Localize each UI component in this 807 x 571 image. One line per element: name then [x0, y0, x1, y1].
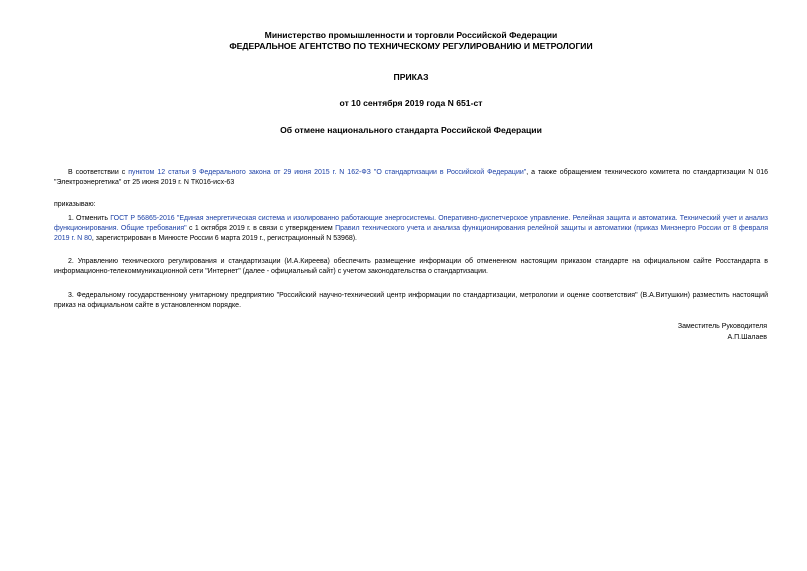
preamble-paragraph — [54, 168, 768, 188]
federal-law-link[interactable]: пунктом 12 статьи 9 Федерального закона от 29 июня 2015 г. N 162-ФЗ "О стандартизации в Российской Федерации" — [128, 169, 527, 176]
gost-standard-link[interactable]: ГОСТ Р 56865-2016 "Единая энергетическая система и изолированно работающие энергосистемы. Оперативно-диспетчерское управление. Релейная защита и автоматика. Технический учет и анализ функционирования. Общие требования" — [54, 214, 768, 232]
ministry-name: Министерство промышленности и торговли Российской Федерации — [264, 30, 558, 40]
document-page — [54, 22, 768, 311]
order-item-3: 3. Федеральному государственному унитарному предприятию "Российский научно-технический центр информации по стандартизации, метрологии и оценке соответствия" (В.А.Витушкин) разместить настоящий приказ на официальном сайте в установленном порядке. — [54, 291, 768, 309]
signatory-position: Заместитель Руководителя — [677, 323, 767, 330]
order-word: приказываю: — [54, 201, 96, 209]
order-item-1 — [54, 214, 768, 245]
order-subject: Об отмене национального стандарта Российской Федерации — [280, 125, 542, 135]
item1-prefix: 1. Отменить — [68, 214, 111, 222]
order-date: от 10 сентября 2019 года N 651-ст — [339, 98, 483, 108]
order-title: ПРИКАЗ — [393, 72, 429, 82]
agency-name: ФЕДЕРАЛЬНОЕ АГЕНТСТВО ПО ТЕХНИЧЕСКОМУ РЕГУЛИРОВАНИЮ И МЕТРОЛОГИИ — [229, 41, 593, 51]
preamble-text-start: В соответствии с — [68, 169, 129, 176]
item1-suffix: , зарегистрирован в Минюсте России 6 марта 2019 г., регистрационный N 53968). — [91, 235, 358, 243]
signatory-name: А.П.Шалаев — [727, 333, 767, 341]
order-item-2: 2. Управлению технического регулирования и стандартизации (И.А.Киреева) обеспечить размещение информации об отмененном настоящим приказом стандарте на официальном сайте Росстандарта в информационно-телекоммуникационной сети "Интернет" (далее - официальный сайт) с учетом законодательства о стандартизации. — [54, 258, 768, 276]
rules-order-link[interactable]: Правил технического учета и анализа функционирования релейной защиты и автоматики (приказ Минэнерго России от 8 февраля 2019 г. N 80 — [54, 224, 768, 243]
signature-block — [678, 322, 767, 343]
item1-middle: с 1 октября 2019 г. в связи с утверждением — [186, 224, 336, 232]
preamble-text-end: , а также обращением технического комитета по стандартизации N 016 "Электроэнергетика" от 25 июня 2019 г. N ТК016-исх-63 — [54, 169, 769, 187]
